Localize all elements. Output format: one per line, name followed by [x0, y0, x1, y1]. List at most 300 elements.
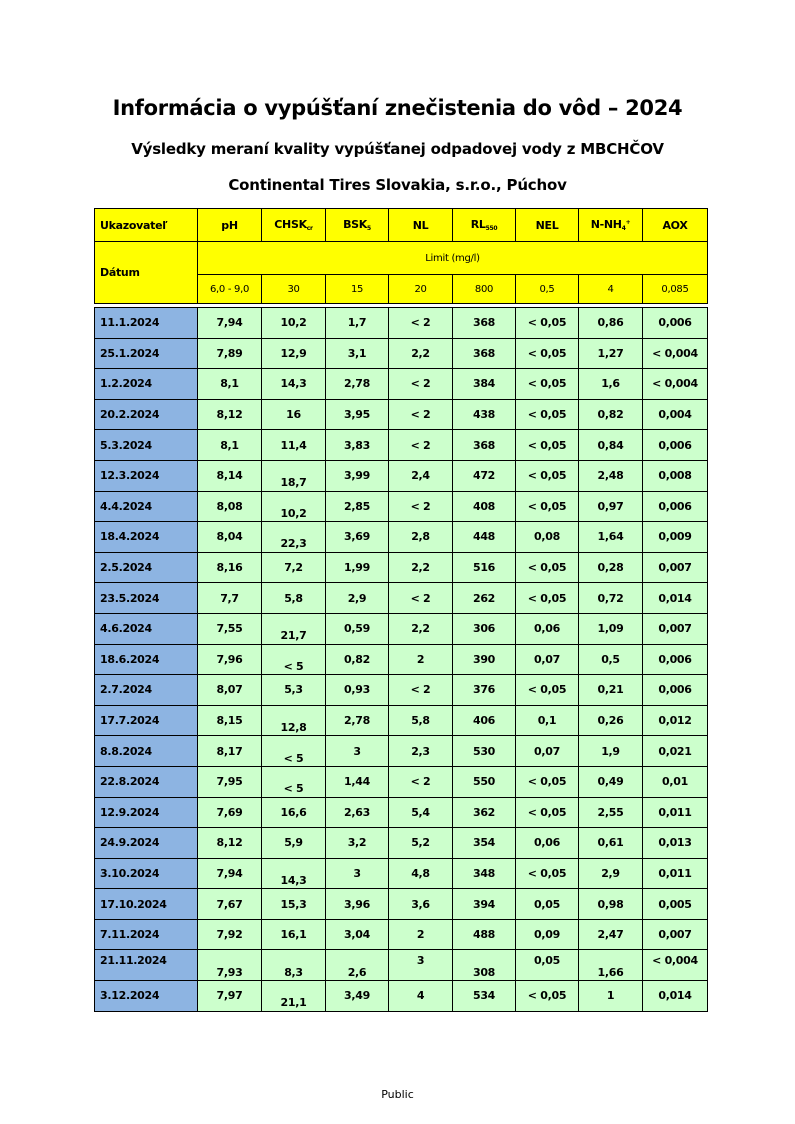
rl-cell: [453, 981, 516, 1012]
table-row: [95, 460, 708, 491]
nl-value: 5,8: [411, 714, 430, 728]
nnh-cell: [579, 675, 643, 706]
nl-value: 4,8: [411, 866, 430, 880]
ph-cell: [198, 552, 262, 583]
bsk-value: 3: [353, 744, 361, 758]
nel-value: < 0,05: [527, 866, 567, 880]
ph-value: 7,95: [216, 775, 243, 789]
chsk-cell: [262, 613, 326, 644]
aox-value: 0,021: [658, 744, 692, 758]
nnh-cell: [579, 797, 643, 828]
aox-value: < 0,004: [652, 346, 698, 360]
bsk-cell: [326, 736, 389, 767]
ph-cell: [198, 828, 262, 859]
column-header-aox: AOX: [643, 209, 708, 242]
aox-cell: [643, 919, 708, 950]
limit-value: 6,0 - 9,0: [198, 275, 262, 304]
rl-value: 368: [472, 438, 496, 452]
ph-cell: [198, 675, 262, 706]
nel-value: < 0,05: [527, 316, 567, 330]
nl-value: 4: [416, 989, 425, 1003]
date-cell: [95, 583, 198, 614]
bsk-value: 0,59: [344, 622, 370, 636]
rl-value: 362: [472, 805, 496, 819]
chsk-value: < 5: [283, 782, 304, 796]
rl-cell: [453, 399, 516, 430]
nel-value: 0,05: [534, 897, 560, 911]
date-cell: [95, 950, 198, 981]
bsk-value: 2,63: [344, 805, 370, 819]
bsk-value: 2,78: [344, 714, 370, 728]
table-row: [95, 797, 708, 828]
aox-cell: [643, 644, 708, 675]
chsk-value: 5,9: [284, 836, 303, 850]
nnh-value: 0,72: [597, 591, 624, 605]
ph-cell: [198, 583, 262, 614]
nnh-label: N-NH: [590, 218, 622, 231]
bsk-cell: [326, 919, 389, 950]
bsk-cell: [326, 828, 389, 859]
ph-value: 7,55: [216, 622, 243, 636]
nnh-value: 1,09: [597, 622, 624, 636]
ph-value: 8,08: [216, 499, 243, 513]
chsk-cell: [262, 399, 326, 430]
column-header-rl: [453, 209, 516, 242]
nnh-superscript: +: [625, 219, 631, 226]
table-row: [95, 705, 708, 736]
rl-value: 534: [472, 989, 496, 1003]
ph-cell: [198, 950, 262, 981]
chsk-value: 5,8: [284, 591, 303, 605]
table-row: [95, 308, 708, 339]
date-value: 2.7.2024: [100, 683, 152, 697]
aox-value: 0,007: [658, 622, 692, 636]
chsk-value: 15,3: [280, 897, 307, 911]
nel-cell: [516, 858, 579, 889]
bsk-cell: [326, 858, 389, 889]
rl-cell: [453, 736, 516, 767]
chsk-value: 10,2: [280, 506, 307, 520]
ph-value: 7,96: [216, 652, 243, 666]
ph-cell: [198, 889, 262, 920]
rl-cell: [453, 705, 516, 736]
table-row: [95, 522, 708, 553]
limit-label: Limit (mg/l): [198, 242, 708, 275]
nl-value: 5,2: [411, 836, 430, 850]
nl-cell: [389, 675, 453, 706]
nel-value: 0,07: [534, 744, 560, 758]
ph-value: 8,1: [220, 438, 239, 452]
date-cell: [95, 766, 198, 797]
nnh-value: 0,5: [601, 652, 620, 666]
aox-value: 0,01: [662, 775, 688, 789]
rl-value: 516: [472, 561, 496, 575]
chsk-value: 22,3: [280, 537, 307, 551]
table-row: [95, 981, 708, 1012]
nl-cell: [389, 644, 453, 675]
nel-cell: [516, 552, 579, 583]
nl-value: 2,8: [411, 530, 430, 544]
nel-cell: [516, 338, 579, 369]
date-value: 17.10.2024: [100, 897, 167, 911]
nl-cell: [389, 766, 453, 797]
chsk-value: 11,4: [280, 438, 307, 452]
nel-cell: [516, 981, 579, 1012]
chsk-cell: [262, 338, 326, 369]
date-cell: [95, 797, 198, 828]
bsk-value: 1,99: [344, 561, 370, 575]
table-row: [95, 675, 708, 706]
rl-cell: [453, 552, 516, 583]
aox-value: 0,006: [658, 316, 692, 330]
header-row: [95, 209, 708, 242]
nel-cell: [516, 613, 579, 644]
nel-cell: [516, 460, 579, 491]
bsk-cell: [326, 644, 389, 675]
date-value: 18.6.2024: [100, 652, 160, 666]
ph-value: 7,7: [220, 591, 239, 605]
chsk-value: 16,1: [280, 928, 307, 942]
nl-value: < 2: [410, 591, 431, 605]
ph-cell: [198, 491, 262, 522]
nl-value: < 2: [410, 683, 431, 697]
nnh-cell: [579, 858, 643, 889]
date-value: 18.4.2024: [100, 530, 160, 544]
nnh-cell: [579, 736, 643, 767]
chsk-value: 16,6: [280, 805, 307, 819]
aox-cell: [643, 583, 708, 614]
nl-cell: [389, 828, 453, 859]
aox-cell: [643, 858, 708, 889]
rl-cell: [453, 919, 516, 950]
ph-cell: [198, 522, 262, 553]
nnh-value: 2,48: [597, 469, 624, 483]
bsk-cell: [326, 797, 389, 828]
nel-cell: [516, 705, 579, 736]
nnh-cell: [579, 369, 643, 400]
nel-cell: [516, 369, 579, 400]
nel-value: < 0,05: [527, 408, 567, 422]
chsk-value: 16: [286, 408, 301, 422]
aox-value: 0,011: [658, 866, 692, 880]
nnh-cell: [579, 522, 643, 553]
date-value: 21.11.2024: [100, 953, 167, 967]
page-subtitle: Výsledky meraní kvality vypúšťanej odpadovej vody z MBCHČOV: [131, 140, 664, 158]
bsk-cell: [326, 705, 389, 736]
limit-value: 30: [262, 275, 326, 304]
date-value: 23.5.2024: [100, 591, 160, 605]
aox-value: 0,007: [658, 928, 692, 942]
aox-cell: [643, 675, 708, 706]
nl-value: < 2: [410, 775, 431, 789]
ph-cell: [198, 705, 262, 736]
bsk-value: 3,49: [344, 989, 370, 1003]
chsk-value: 18,7: [280, 476, 307, 490]
chsk-cell: [262, 705, 326, 736]
rl-cell: [453, 430, 516, 461]
rl-cell: [453, 675, 516, 706]
table-row: [95, 583, 708, 614]
table-row: [95, 338, 708, 369]
nnh-value: 0,49: [597, 775, 624, 789]
rl-value: 376: [472, 683, 496, 697]
ph-value: 8,12: [216, 836, 243, 850]
rl-cell: [453, 308, 516, 339]
rl-value: 472: [472, 469, 496, 483]
bsk-value: 0,93: [344, 683, 370, 697]
ph-value: 7,97: [216, 989, 243, 1003]
bsk-cell: [326, 981, 389, 1012]
ph-value: 8,14: [216, 469, 243, 483]
nl-value: 2,2: [411, 561, 430, 575]
aox-cell: [643, 460, 708, 491]
rl-value: 448: [472, 530, 496, 544]
rl-cell: [453, 583, 516, 614]
date-cell: [95, 889, 198, 920]
nel-value: < 0,05: [527, 591, 567, 605]
nl-cell: [389, 858, 453, 889]
bsk-cell: [326, 460, 389, 491]
bsk-cell: [326, 308, 389, 339]
ph-value: 7,94: [216, 316, 243, 330]
ph-cell: [198, 369, 262, 400]
chsk-value: 12,9: [280, 346, 307, 360]
nnh-cell: [579, 308, 643, 339]
table-row: [95, 919, 708, 950]
nel-cell: [516, 736, 579, 767]
nl-value: < 2: [410, 438, 431, 452]
date-cell: [95, 460, 198, 491]
nnh-cell: [579, 583, 643, 614]
bsk-label: BSK: [343, 218, 368, 231]
bsk-cell: [326, 338, 389, 369]
ph-value: 8,07: [216, 683, 243, 697]
rl-cell: [453, 889, 516, 920]
nel-value: < 0,05: [527, 499, 567, 513]
table-row: [95, 430, 708, 461]
date-value: 3.12.2024: [100, 989, 160, 1003]
aox-value: 0,006: [658, 652, 692, 666]
chsk-value: 8,3: [284, 965, 303, 979]
nel-cell: [516, 919, 579, 950]
date-cell: [95, 858, 198, 889]
nel-cell: [516, 766, 579, 797]
rl-cell: [453, 522, 516, 553]
bsk-value: 2,9: [347, 591, 367, 605]
nl-value: < 2: [410, 408, 431, 422]
nl-cell: [389, 460, 453, 491]
chsk-label: CHSK: [274, 218, 307, 231]
chsk-cell: [262, 919, 326, 950]
nnh-value: 1,27: [597, 346, 624, 360]
chsk-value: 10,2: [280, 316, 307, 330]
nl-value: 2: [416, 928, 425, 942]
aox-cell: [643, 736, 708, 767]
table-row: [95, 369, 708, 400]
chsk-value: 14,3: [280, 377, 307, 391]
chsk-value: 21,1: [280, 996, 307, 1010]
ph-value: 8,15: [216, 714, 243, 728]
rl-cell: [453, 797, 516, 828]
ph-cell: [198, 858, 262, 889]
ph-cell: [198, 766, 262, 797]
nnh-cell: [579, 705, 643, 736]
nel-value: 0,07: [534, 652, 560, 666]
bsk-value: 3,2: [347, 836, 367, 850]
nel-cell: [516, 675, 579, 706]
ph-cell: [198, 308, 262, 339]
date-cell: [95, 736, 198, 767]
nel-value: 0,05: [534, 953, 560, 967]
nl-value: 3: [416, 953, 425, 967]
ph-value: 7,92: [216, 928, 243, 942]
bsk-cell: [326, 522, 389, 553]
rl-value: 308: [472, 965, 496, 979]
page-title: Informácia o vypúšťaní znečistenia do vôd – 2024: [112, 96, 683, 120]
rl-cell: [453, 460, 516, 491]
nl-cell: [389, 797, 453, 828]
rl-value: 368: [472, 316, 496, 330]
nl-cell: [389, 919, 453, 950]
nel-value: < 0,05: [527, 989, 567, 1003]
rl-value: 354: [472, 836, 496, 850]
chsk-cell: [262, 430, 326, 461]
nl-cell: [389, 369, 453, 400]
chsk-cell: [262, 675, 326, 706]
rl-value: 390: [472, 652, 496, 666]
chsk-value: 7,2: [284, 561, 303, 575]
nnh-value: 1,64: [597, 530, 624, 544]
bsk-value: 3,95: [344, 408, 370, 422]
nl-value: 3,6: [411, 897, 430, 911]
bsk-cell: [326, 552, 389, 583]
bsk-cell: [326, 399, 389, 430]
aox-value: 0,014: [658, 989, 692, 1003]
rl-cell: [453, 858, 516, 889]
date-value: 12.3.2024: [100, 469, 160, 483]
nl-value: 2,4: [411, 469, 430, 483]
ph-value: 7,89: [216, 346, 243, 360]
ph-value: 8,1: [220, 377, 239, 391]
nl-cell: [389, 583, 453, 614]
limit-value: 0,085: [643, 275, 708, 304]
rl-cell: [453, 766, 516, 797]
nnh-value: 2,9: [601, 866, 620, 880]
nl-value: < 2: [410, 316, 431, 330]
chsk-value: 14,3: [280, 873, 307, 887]
rl-value: 306: [472, 622, 496, 636]
chsk-subscript: cr: [306, 225, 313, 232]
rl-cell: [453, 950, 516, 981]
nnh-value: 0,82: [597, 408, 624, 422]
nnh-cell: [579, 430, 643, 461]
nel-value: < 0,05: [527, 683, 567, 697]
ph-cell: [198, 736, 262, 767]
ph-value: 7,93: [216, 965, 243, 979]
nnh-cell: [579, 613, 643, 644]
nnh-value: 0,98: [597, 897, 624, 911]
chsk-cell: [262, 522, 326, 553]
nnh-value: 0,28: [597, 561, 624, 575]
nel-value: 0,06: [534, 836, 560, 850]
chsk-cell: [262, 644, 326, 675]
table-row: [95, 399, 708, 430]
nel-cell: [516, 583, 579, 614]
nl-cell: [389, 522, 453, 553]
nnh-cell: [579, 889, 643, 920]
nnh-value: 0,84: [597, 438, 624, 452]
rl-value: 348: [472, 866, 496, 880]
table-row: [95, 613, 708, 644]
rl-cell: [453, 491, 516, 522]
chsk-value: < 5: [283, 751, 304, 765]
rl-cell: [453, 338, 516, 369]
nl-cell: [389, 491, 453, 522]
nel-cell: [516, 491, 579, 522]
bsk-value: 1,44: [344, 775, 370, 789]
date-cell: [95, 919, 198, 950]
bsk-value: 1,7: [347, 316, 367, 330]
bsk-value: 3,69: [344, 530, 370, 544]
date-value: 1.2.2024: [100, 377, 152, 391]
column-header-nel: NEL: [516, 209, 579, 242]
nl-value: < 2: [410, 499, 431, 513]
aox-value: < 0,004: [652, 377, 698, 391]
chsk-cell: [262, 369, 326, 400]
chsk-value: 5,3: [284, 683, 303, 697]
rl-cell: [453, 644, 516, 675]
bsk-value: 3,1: [347, 346, 367, 360]
table-row: [95, 552, 708, 583]
bsk-cell: [326, 583, 389, 614]
nnh-value: 2,55: [597, 805, 624, 819]
nnh-value: 2,47: [597, 928, 624, 942]
nl-value: 2,2: [411, 346, 430, 360]
nl-value: 2,2: [411, 622, 430, 636]
ph-cell: [198, 430, 262, 461]
chsk-cell: [262, 583, 326, 614]
aox-value: 0,004: [658, 408, 692, 422]
bsk-cell: [326, 766, 389, 797]
ph-cell: [198, 613, 262, 644]
date-value: 24.9.2024: [100, 836, 160, 850]
nel-value: < 0,05: [527, 561, 567, 575]
date-cell: [95, 491, 198, 522]
ph-cell: [198, 919, 262, 950]
date-value: 17.7.2024: [100, 714, 160, 728]
nnh-cell: [579, 919, 643, 950]
limit-label-row: [95, 242, 708, 275]
bsk-cell: [326, 369, 389, 400]
nl-cell: [389, 552, 453, 583]
date-value: 8.8.2024: [100, 744, 152, 758]
bsk-value: 2,6: [347, 965, 367, 979]
table-row: [95, 950, 708, 981]
bsk-cell: [326, 889, 389, 920]
footer-classification: Public: [381, 1088, 414, 1101]
nnh-cell: [579, 491, 643, 522]
nl-value: 2,3: [411, 744, 430, 758]
nl-value: 5,4: [411, 805, 430, 819]
aox-value: 0,005: [658, 897, 692, 911]
chsk-value: 12,8: [280, 721, 307, 735]
rl-value: 262: [472, 591, 496, 605]
bsk-value: 0,82: [344, 652, 370, 666]
nnh-value: 1: [606, 989, 615, 1003]
table-row: [95, 736, 708, 767]
nnh-value: 0,61: [597, 836, 624, 850]
aox-cell: [643, 399, 708, 430]
